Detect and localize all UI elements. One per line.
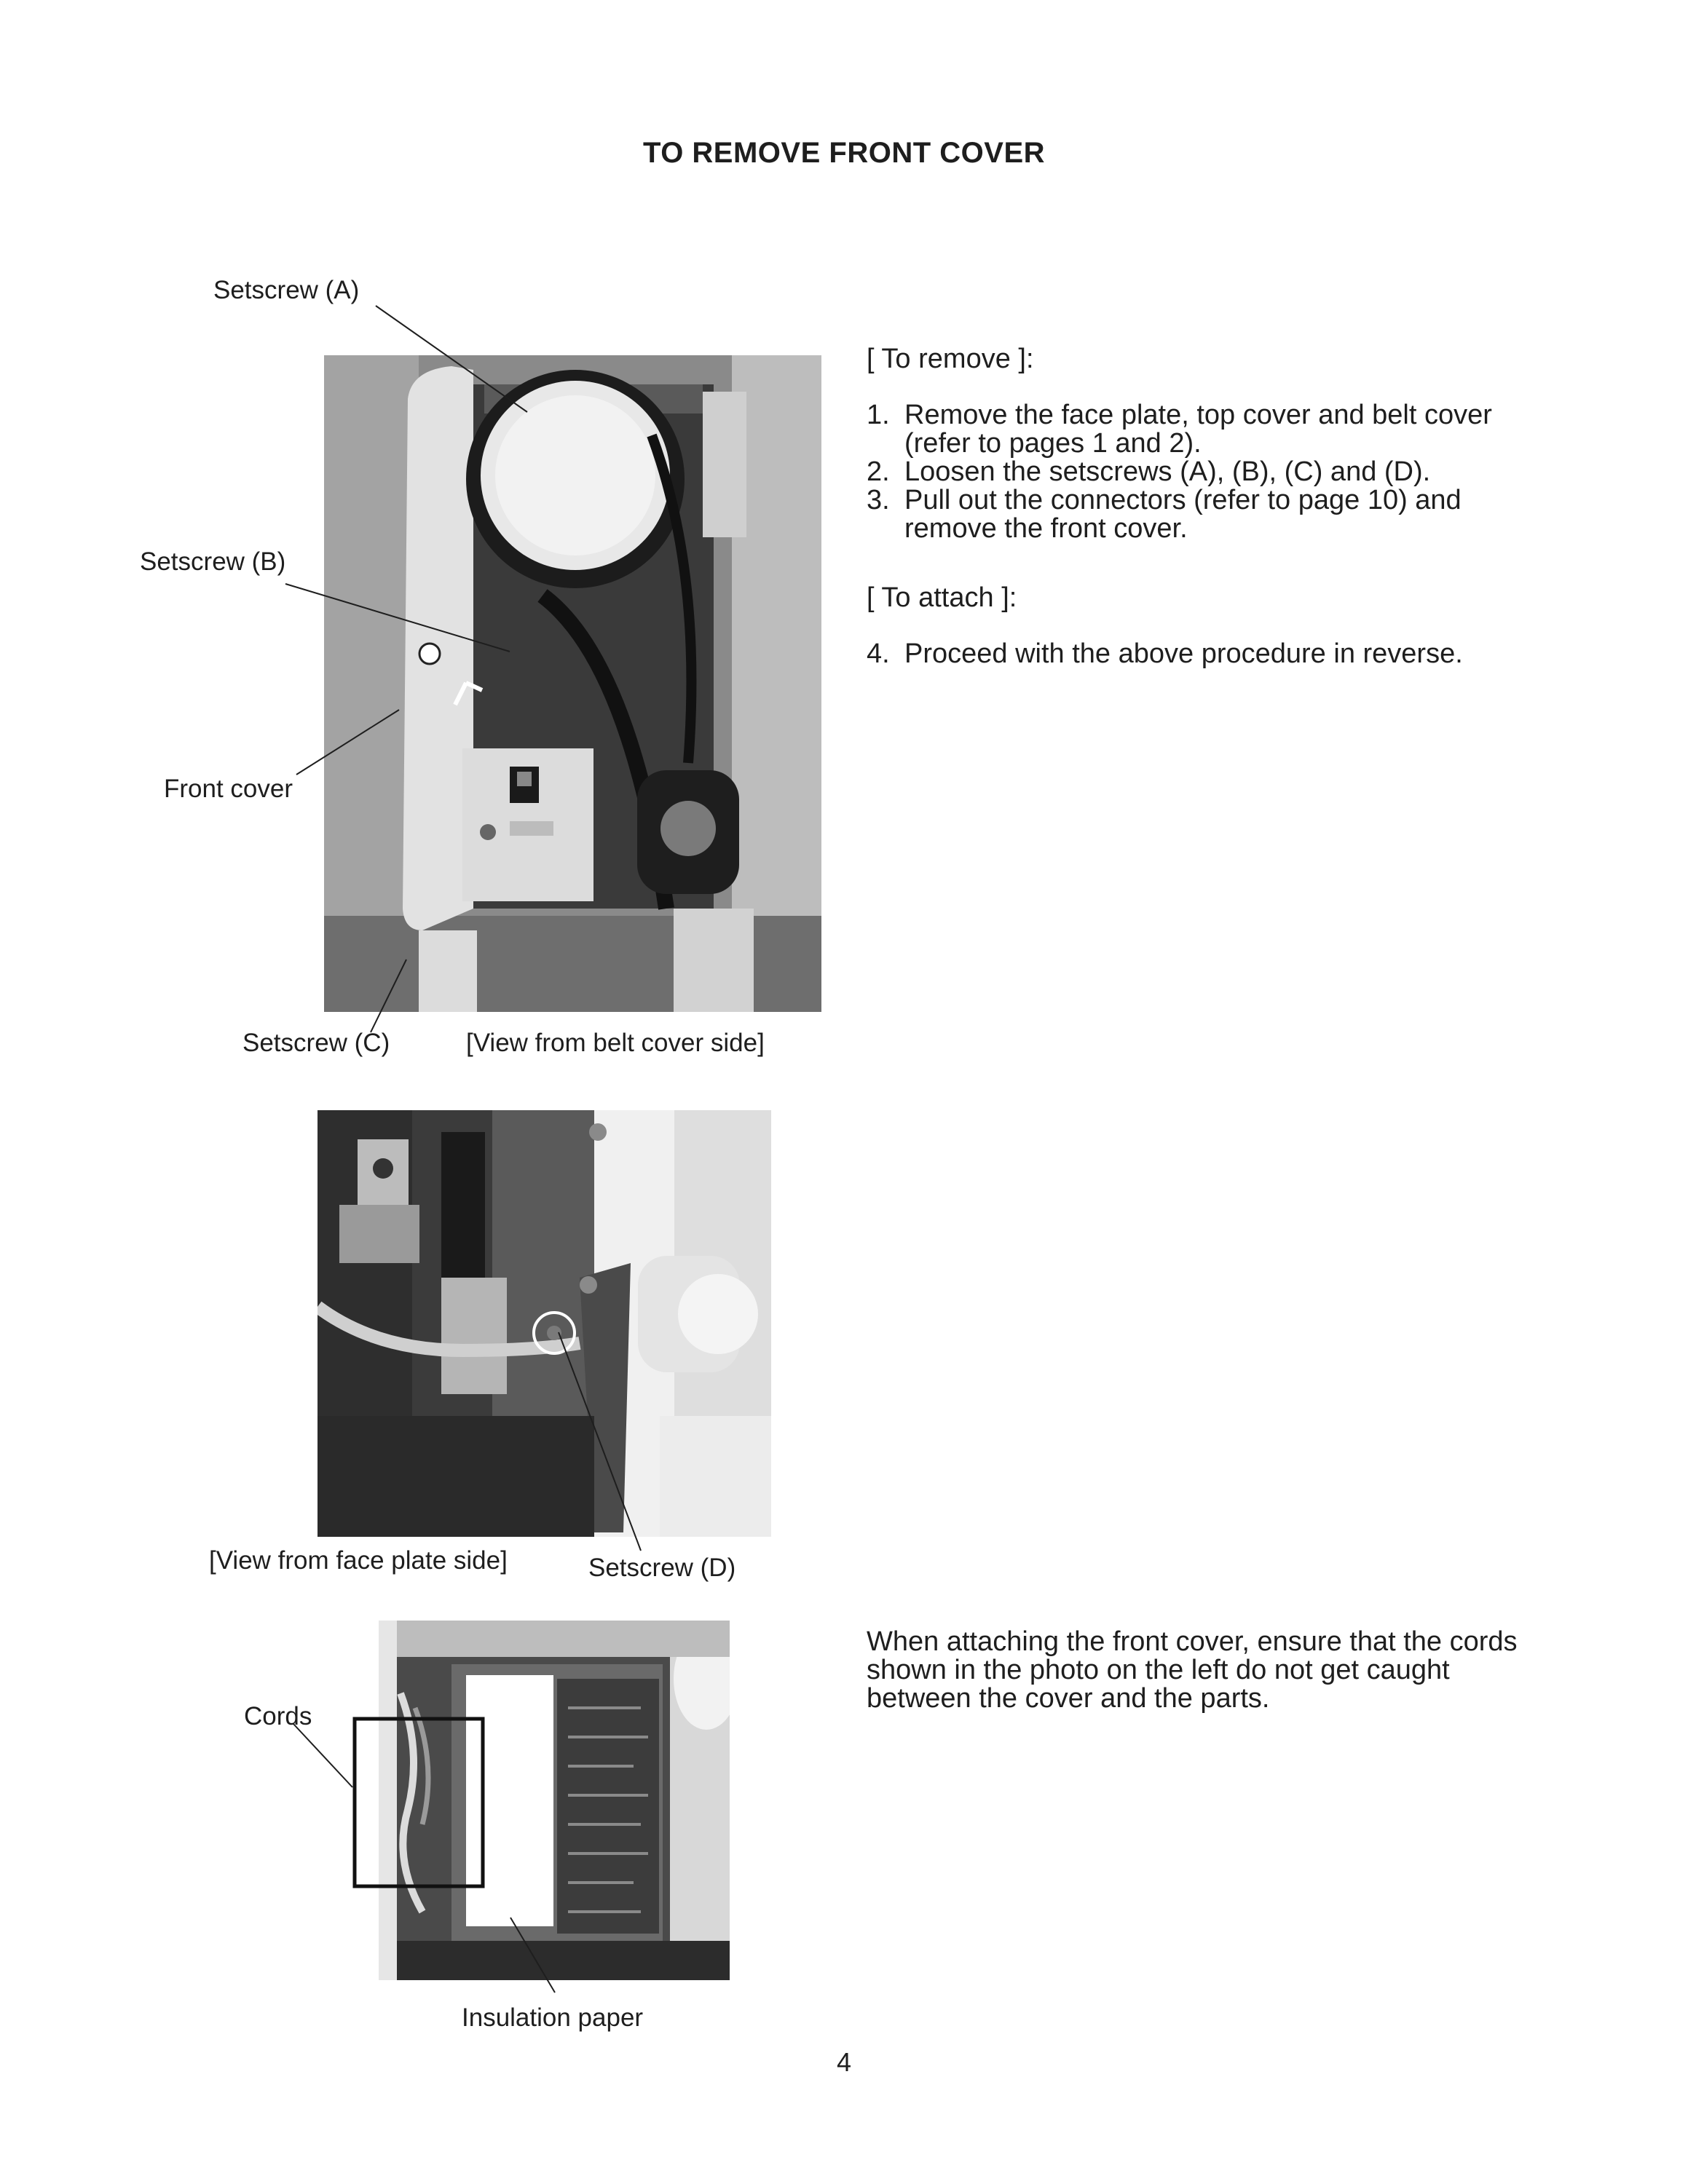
insulation-paper-label: Insulation paper	[462, 2003, 644, 2032]
setscrew-b-label: Setscrew (B)	[140, 547, 286, 576]
cords-note: When attaching the front cover, ensure that the cords shown in the photo on the left do not get caught between the cover and the parts.	[867, 1626, 1518, 1714]
front-cover-label: Front cover	[164, 775, 293, 803]
face-plate-side-photo	[318, 1110, 771, 1537]
attach-heading: [ To attach ]:	[867, 582, 1017, 613]
setscrew-a-label: Setscrew (A)	[213, 276, 360, 304]
remove-heading: [ To remove ]:	[867, 344, 1034, 374]
cords-label: Cords	[244, 1702, 312, 1730]
instructions	[867, 345, 1522, 668]
belt-cover-side-caption: [View from belt cover side]	[466, 1029, 765, 1057]
setscrew-d-label: Setscrew (D)	[588, 1554, 736, 1582]
belt-cover-side-photo	[324, 355, 821, 1012]
attach-step-4: 4. Proceed with the above procedure in reverse.	[867, 638, 1463, 669]
page-number: 4	[836, 2047, 852, 2077]
face-plate-side-caption: [View from face plate side]	[209, 1546, 508, 1575]
remove-step-2: 2. Loosen the setscrews (A), (B), (C) and (D).	[867, 456, 1431, 487]
cords-photo	[379, 1621, 730, 1980]
setscrew-c-label: Setscrew (C)	[242, 1029, 390, 1057]
remove-step-1: 1. Remove the face plate, top cover and belt cover (refer to pages 1 and 2).	[867, 400, 1492, 459]
page-title: TO REMOVE FRONT COVER	[642, 137, 1046, 169]
remove-step-3: 3. Pull out the connectors (refer to page 10) and remove the front cover.	[867, 485, 1462, 544]
